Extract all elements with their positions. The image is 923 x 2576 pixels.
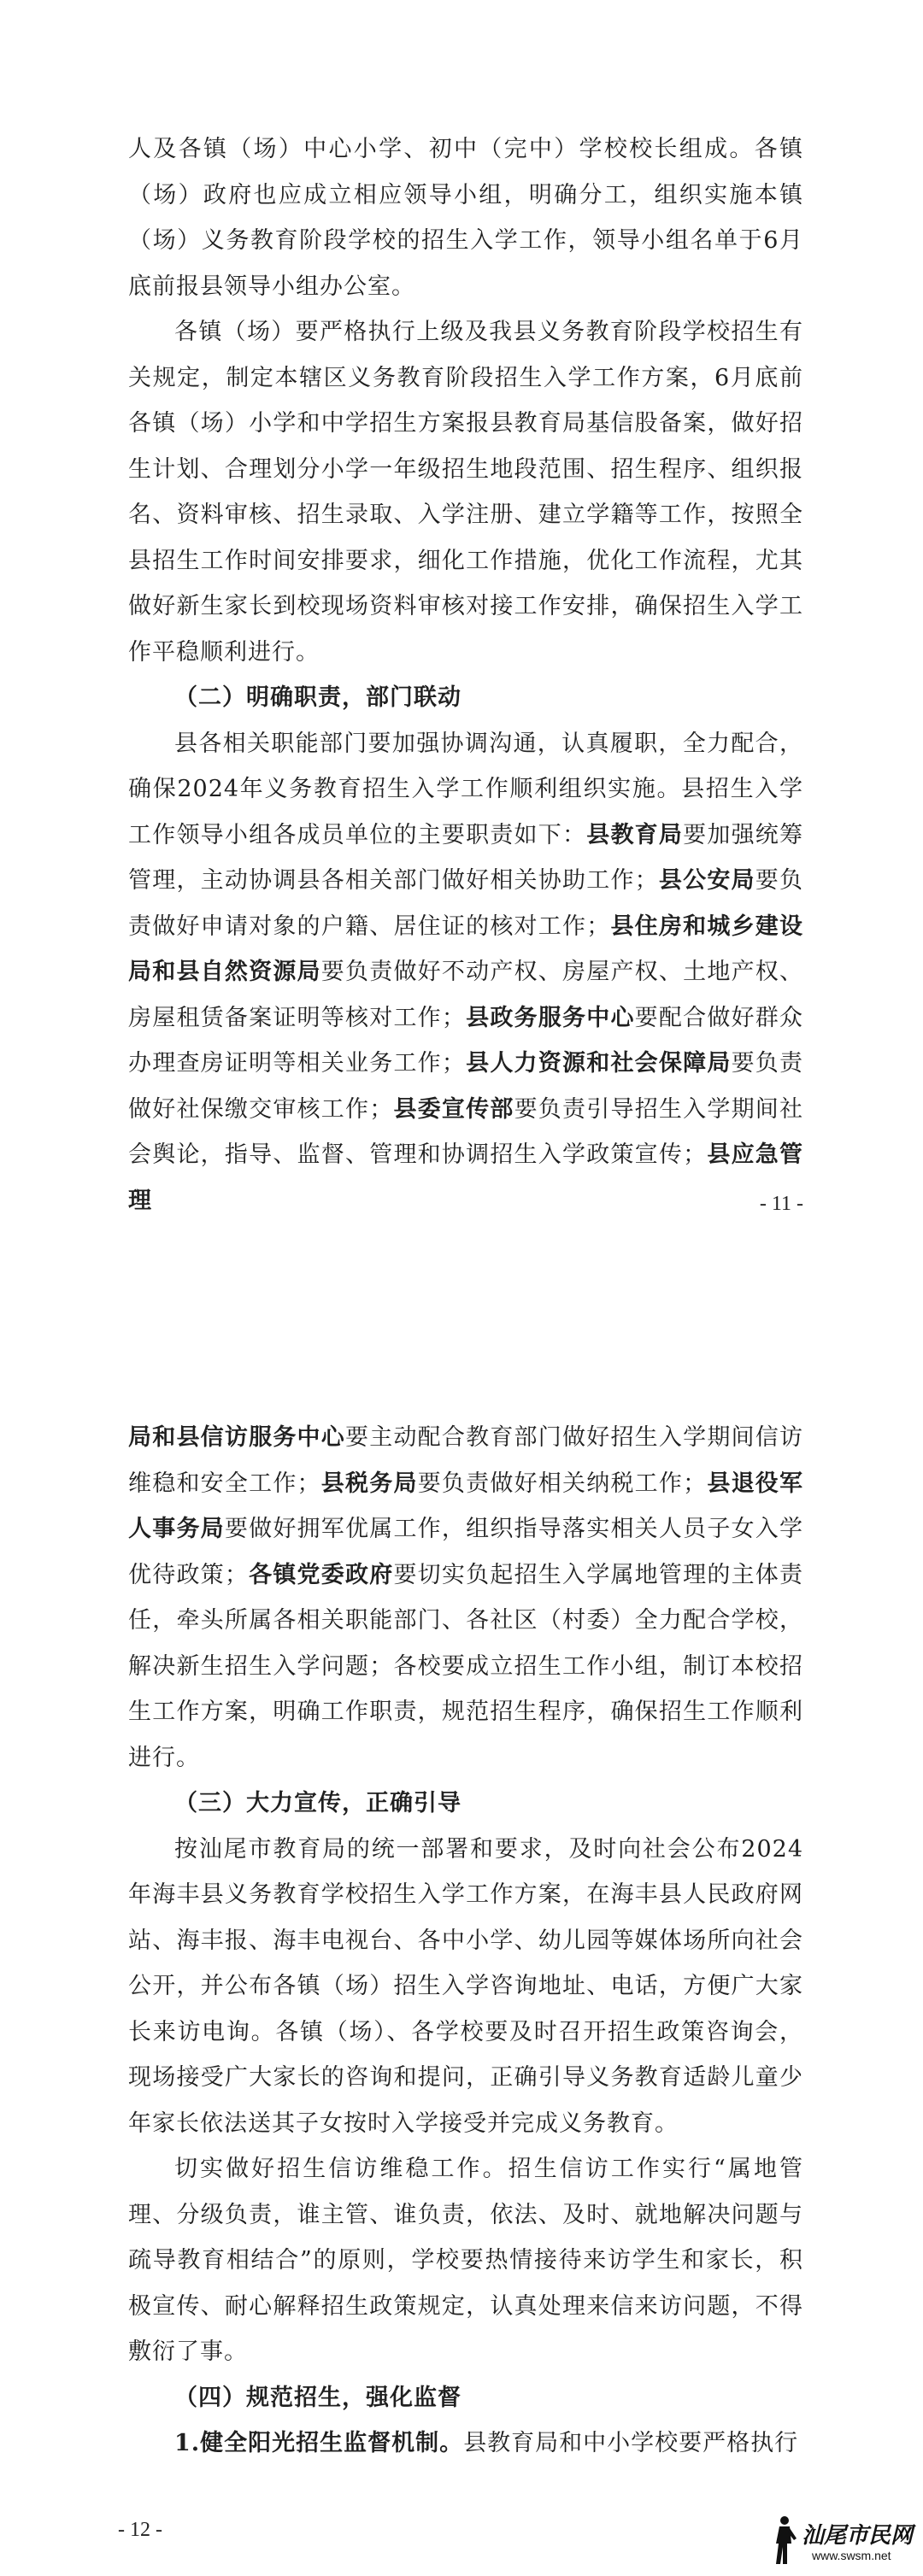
text-span: 要负责做好不动产权、房屋产权、土地产权、房屋租赁备案证明等核对工作； — [128, 959, 804, 1031]
text-span: 要做好拥军优属工作，组织指导落实相关人员子女入学优待政策； — [128, 1516, 804, 1588]
text-span: 要加强统筹管理，主动协调县各相关部门做好相关协助工作； — [128, 821, 804, 894]
bold-text-span: 1.健全阳光招生监督机制。 — [174, 2430, 464, 2456]
watermark-url: www.swsm.net — [812, 2549, 891, 2562]
paragraph — [128, 1827, 803, 2147]
text-span: 要负责做好申请对象的户籍、居住证的核对工作； — [128, 867, 804, 940]
section-heading — [128, 675, 803, 721]
text-span: （二）明确职责，部门联动 — [174, 684, 462, 711]
text-span: 要主动配合教育部门做好招生入学期间信访维稳和安全工作； — [128, 1424, 803, 1497]
text-span: 按汕尾市教育局的统一部署和要求，及时向社会公布2024年海丰县义务教育学校招生入学工作方案，在海丰县人民政府网站、海丰报、海丰电视台、各中小学、幼儿园等媒体场所向社会公开，并公布各镇（场）招生入学咨询地址、电话，方便广大家长来访电询。各镇（场）、各学校要及时召开招生政策咨询会，现场接受广大家长的咨询和提问，正确引导义务教育适龄儿童少年家长依法送其子女按时入学接受并完成义务教育。 — [128, 1835, 803, 2137]
text-span: 人及各镇（场）中心小学、初中（完中）学校校长组成。各镇（场）政府也应成立相应领导小组，明确分工，组织实施本镇（场）义务教育阶段学校的招生入学工作，领导小组名单于6月底前报县领导小组办公室。 — [128, 136, 803, 300]
text-span: 要配合做好群众办理查房证明等相关业务工作； — [128, 1004, 804, 1077]
walking-figure-icon — [769, 2514, 798, 2566]
bold-text-span: 县公安局 — [658, 867, 755, 894]
page-12-body — [128, 1415, 803, 2467]
bold-text-span: 县政务服务中心 — [465, 1004, 635, 1031]
bold-text-span: 局和县信访服务中心 — [128, 1424, 345, 1451]
text-span: 要负责引导招生入学期间社会舆论，指导、监督、管理和协调招生入学政策宣传； — [128, 1095, 804, 1168]
watermark-site-name: 汕尾市民网 — [802, 2523, 914, 2549]
page-11-body — [128, 126, 803, 1223]
document-page-11 — [0, 0, 923, 1230]
text-span: 县教育局和中小学校要严格执行 — [463, 2430, 799, 2456]
text-span: 各镇（场）要严格执行上级及我县义务教育阶段学校招生有关规定，制定本辖区义务教育阶段招生入学工作方案，6月底前各镇（场）小学和中学招生方案报县教育局基信股备案，做好招生计划、合理划分小学一年级招生地段范围、招生程序、组织报名、资料审核、招生录取、入学注册、建立学籍等工作，按照全县招生工作时间安排要求，细化工作措施，优化工作流程，尤其做好新生家长到校现场资料审核对接工作安排，确保招生入学工作平稳顺利进行。 — [128, 319, 803, 666]
bold-text-span: 县退役军人事务局 — [128, 1470, 804, 1542]
bold-text-span: 县住房和城乡建设局和县自然资源局 — [128, 912, 804, 985]
paragraph — [128, 1415, 803, 1781]
bold-text-span: 县应急管理 — [128, 1141, 804, 1214]
bold-text-span: 县税务局 — [320, 1470, 418, 1497]
site-watermark — [762, 2511, 914, 2567]
section-heading — [128, 1781, 803, 1827]
text-span: 县各相关职能部门要加强协调沟通，认真履职，全力配合，确保2024年义务教育招生入学工作顺利组织实施。县招生入学工作领导小组各成员单位的主要职责如下： — [128, 730, 803, 848]
section-heading — [128, 2375, 803, 2421]
paragraph — [128, 126, 803, 309]
text-span: 要负责做好相关纳税工作； — [417, 1470, 708, 1497]
bold-text-span: 县委宣传部 — [393, 1095, 514, 1123]
page-number: - 12 - — [118, 2519, 162, 2541]
text-span: 切实做好招生信访维稳工作。招生信访工作实行“属地管理、分级负责，谁主管、谁负责，依法、及时、就地解决问题与疏导教育相结合”的原则，学校要热情接待来访学生和家长，积极宣传、耐心解释招生政策规定，认真处理来信来访问题，不得敷衍了事。 — [128, 2156, 803, 2365]
text-span: 要切实负起招生入学属地管理的主体责任，牵头所属各相关职能部门、各社区（村委）全力配合学校，解决新生招生入学问题；各校要成立招生工作小组，制订本校招生工作方案，明确工作职责，规范招生程序，确保招生工作顺利进行。 — [128, 1561, 804, 1771]
bold-text-span: 县人力资源和社会保障局 — [465, 1050, 732, 1077]
paragraph — [128, 309, 803, 675]
text-span: 要负责做好社保缴交审核工作； — [128, 1050, 804, 1123]
page-number: - 11 - — [759, 1193, 803, 1215]
text-span: （四）规范招生，强化监督 — [174, 2384, 462, 2411]
document-page-12 — [0, 1230, 923, 2576]
bold-text-span: 县教育局 — [586, 821, 684, 848]
bold-text-span: 各镇党委政府 — [248, 1561, 394, 1588]
text-span: （三）大力宣传，正确引导 — [174, 1790, 462, 1816]
paragraph — [128, 721, 803, 1224]
paragraph — [128, 2146, 803, 2375]
paragraph — [128, 2421, 803, 2467]
